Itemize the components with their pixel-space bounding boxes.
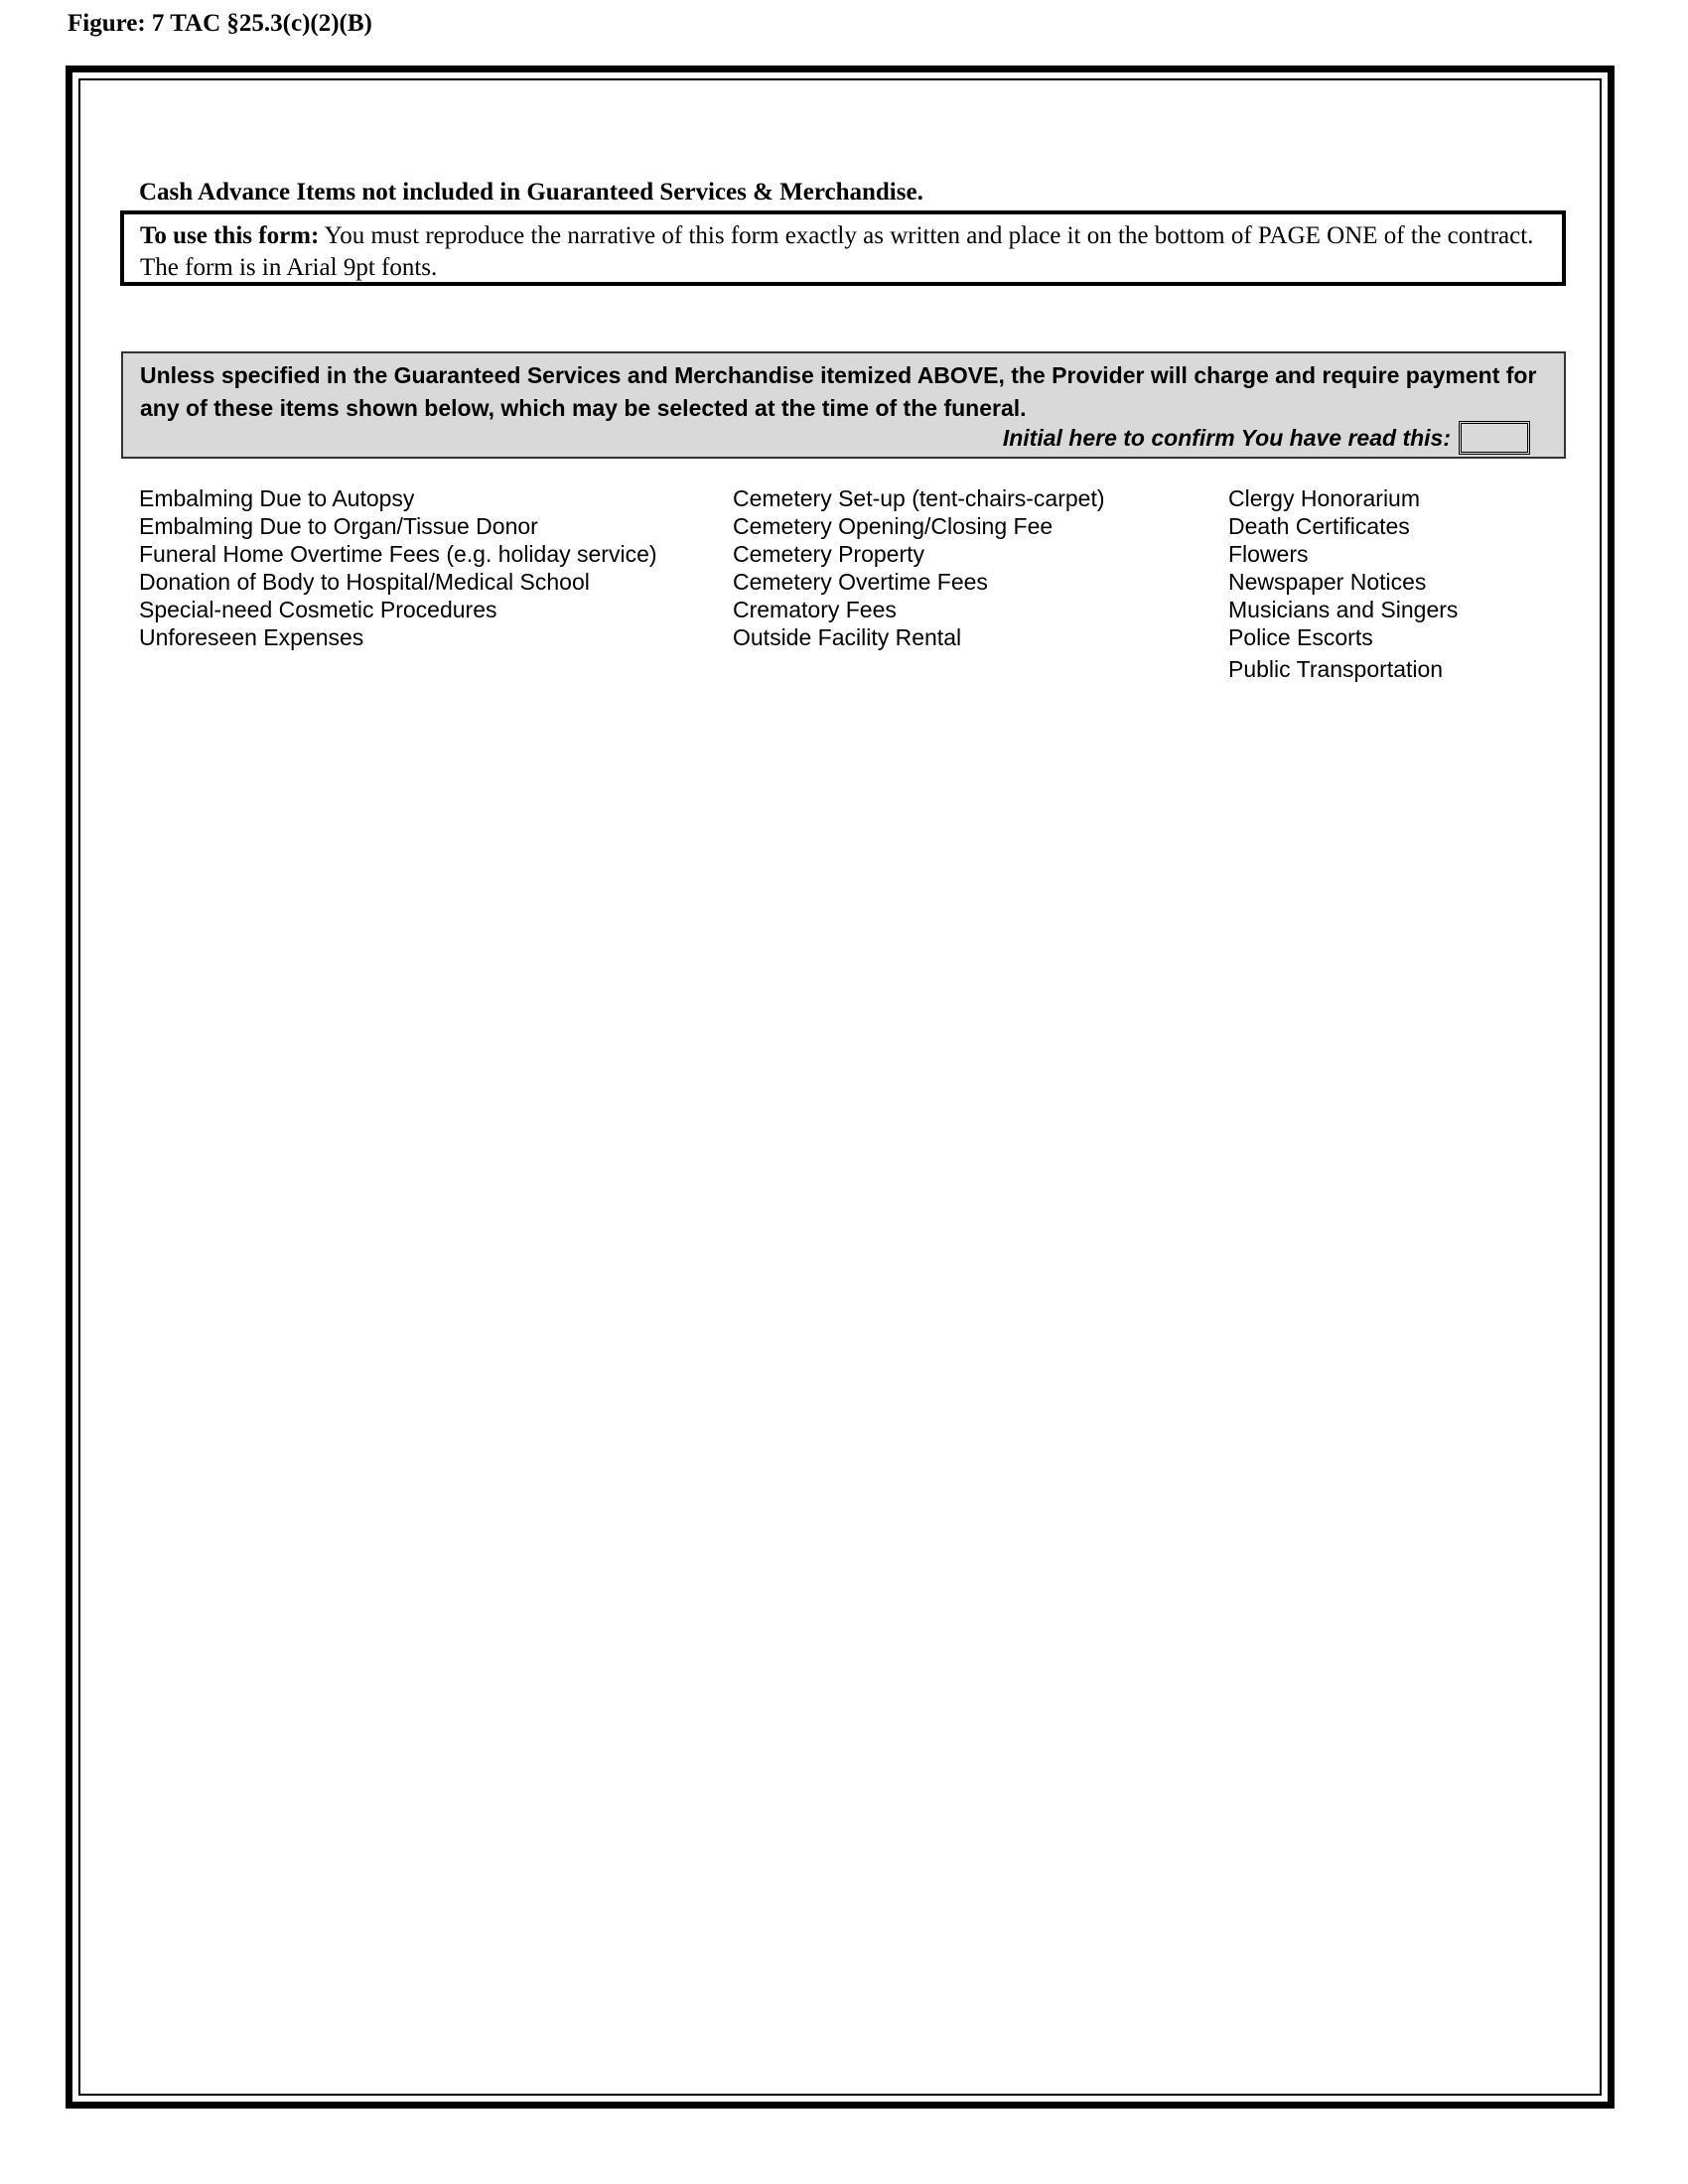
list-item: Funeral Home Overtime Fees (e.g. holiday service) (139, 541, 657, 567)
list-item: Police Escorts (1228, 624, 1373, 650)
list-item: Cemetery Overtime Fees (733, 569, 988, 595)
list-item: Public Transportation (1228, 656, 1444, 682)
list-item: Embalming Due to Autopsy (139, 485, 415, 511)
notice-box (121, 351, 1566, 459)
notice-text: Unless specified in the Guaranteed Services and Merchandise itemized ABOVE, the Provider will charge and require payment for any of these items shown below, which may be selected at the time of the funeral. (140, 362, 1537, 421)
list-item: Flowers (1228, 541, 1309, 567)
list-item: Cemetery Set-up (tent-chairs-carpet) (733, 485, 1105, 511)
items-column-1 (139, 484, 657, 651)
list-item: Cemetery Property (733, 541, 925, 567)
initial-input[interactable] (1459, 421, 1530, 455)
list-item: Newspaper Notices (1228, 569, 1427, 595)
list-item: Musicians and Singers (1228, 597, 1459, 622)
instruction-box (120, 210, 1566, 286)
list-item: Donation of Body to Hospital/Medical School (139, 569, 590, 595)
list-item: Embalming Due to Organ/Tissue Donor (139, 513, 538, 539)
list-item: Special-need Cosmetic Procedures (139, 597, 497, 622)
confirm-label: Initial here to confirm You have read this: (1002, 424, 1451, 451)
figure-label: Figure: 7 TAC §25.3(c)(2)(B) (68, 10, 372, 37)
list-item: Unforeseen Expenses (139, 624, 364, 650)
items-column-3 (1228, 484, 1458, 683)
items-column-2 (733, 484, 1105, 651)
section-heading: Cash Advance Items not included in Guaranteed Services & Merchandise. (139, 179, 923, 205)
list-item: Death Certificates (1228, 513, 1410, 539)
list-item: Cemetery Opening/Closing Fee (733, 513, 1054, 539)
instruction-lead: To use this form: (140, 222, 320, 249)
list-item: Crematory Fees (733, 597, 897, 622)
instruction-text: You must reproduce the narrative of this form exactly as written and place it on the bottom of PAGE ONE of the contract. The form is in Arial 9pt fonts. (140, 222, 1534, 281)
list-item: Outside Facility Rental (733, 624, 962, 650)
list-item: Clergy Honorarium (1228, 485, 1421, 511)
confirm-row (1003, 421, 1530, 455)
